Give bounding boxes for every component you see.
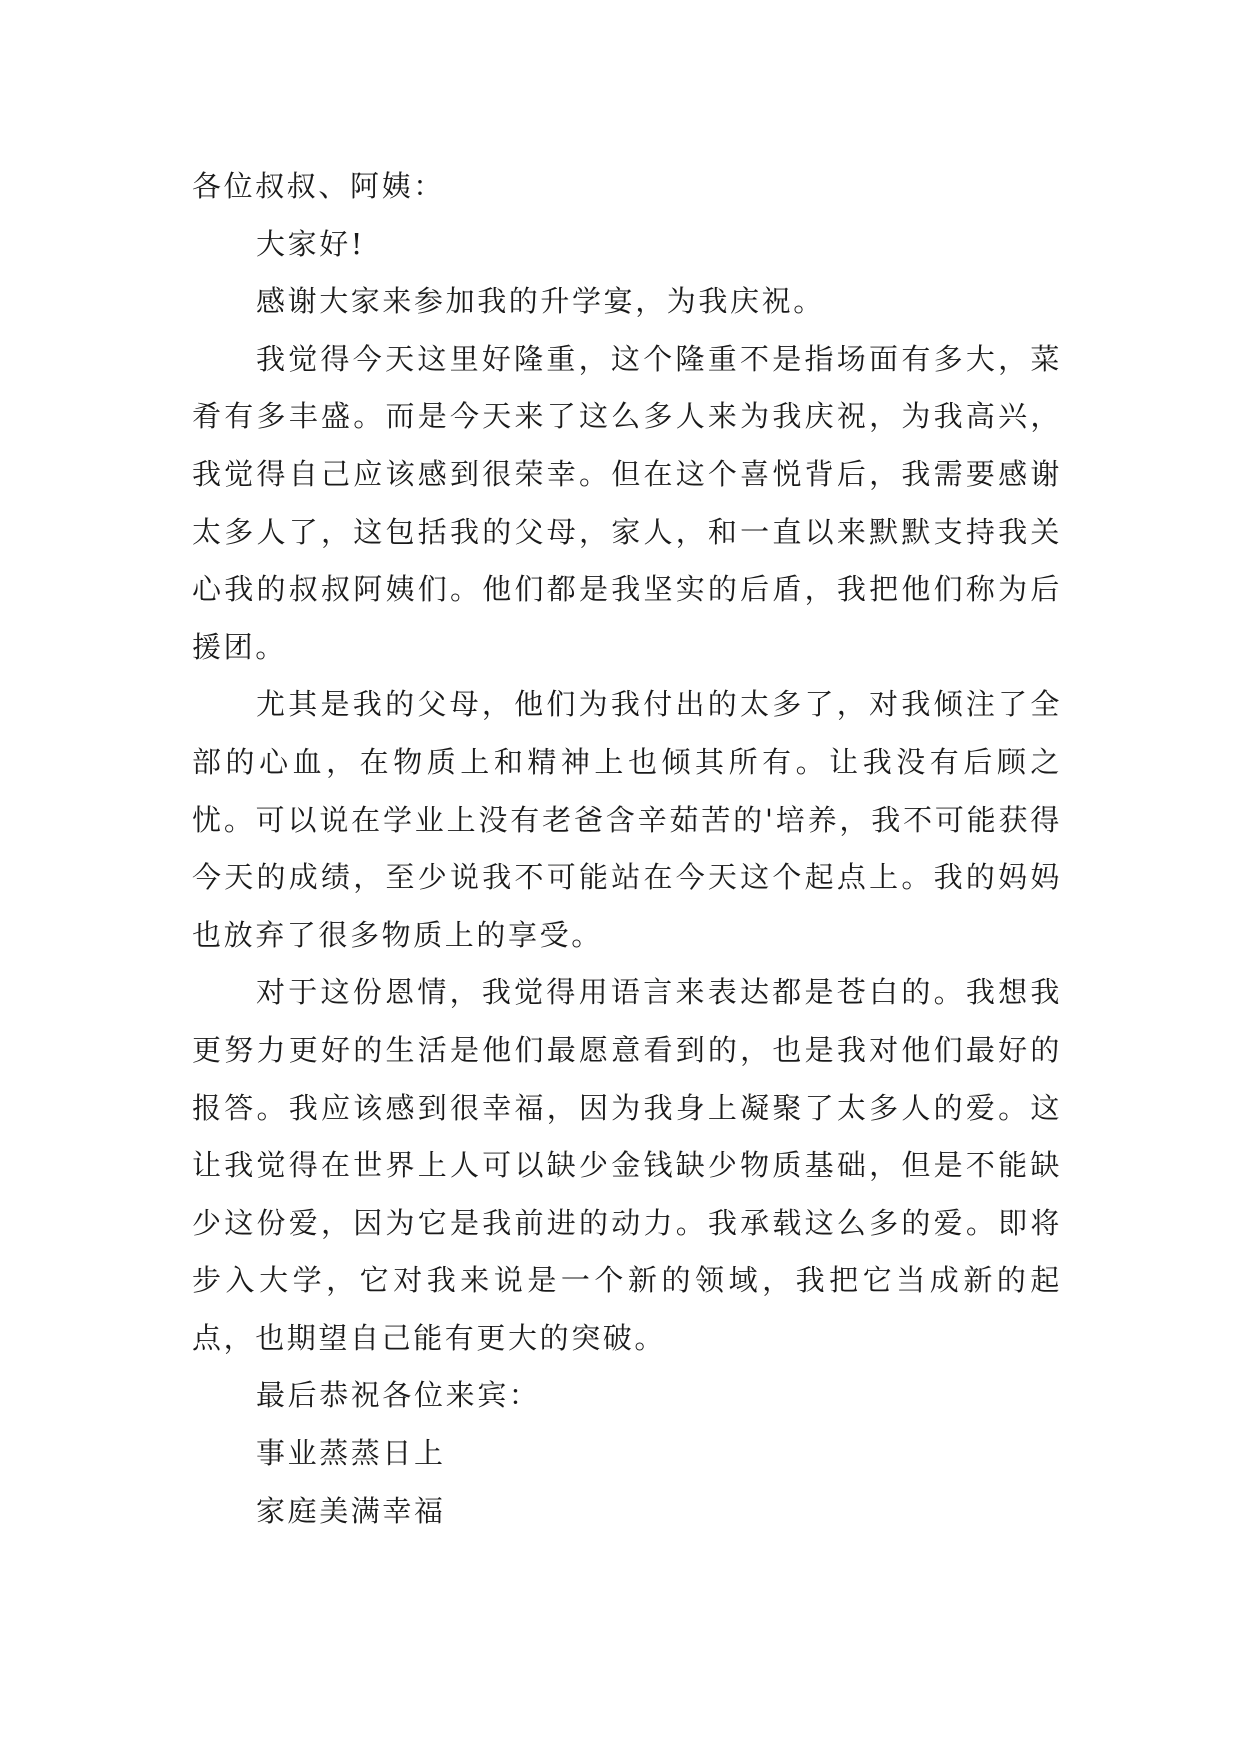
wish-item: 事业蒸蒸日上 [256, 1436, 446, 1471]
greeting: 大家好! [256, 226, 366, 261]
speech-body [192, 158, 1062, 1540]
salutation: 各位叔叔、阿姨： [192, 169, 445, 203]
wish-item: 家庭美满幸福 [256, 1493, 446, 1528]
closing-intro: 最后恭祝各位来宾： [256, 1378, 541, 1413]
paragraph-love: 对于这份恩情，我觉得用语言来表达都是苍白的。我想我更努力更好的生活是他们最愿意看到的，也是我对他们最好的报答。我应该感到很幸福，因为我身上凝聚了太多人的爱。这让我觉得在世界上人可以缺少金钱缺少物质基础，但是不能缺少这份爱，因为它是我前进的动力。我承载这么多的爱。即将步入大学，它对我来说是一个新的领域，我把它当成新的起点，也期望自己能有更大的突破。 [192, 975, 1062, 1355]
paragraph-thanks: 感谢大家来参加我的升学宴，为我庆祝。 [256, 284, 825, 319]
paragraph-gratitude: 我觉得今天这里好隆重，这个隆重不是指场面有多大，菜肴有多丰盛。而是今天来了这么多人来为我庆祝，为我高兴，我觉得自己应该感到很荣幸。但在这个喜悦背后，我需要感谢太多人了，这包括我的父母，家人，和一直以来默默支持我关心我的叔叔阿姨们。他们都是我坚实的后盾，我把他们称为后援团。 [192, 341, 1062, 664]
paragraph-parents: 尤其是我的父母，他们为我付出的太多了，对我倾注了全部的心血，在物质上和精神上也倾其所有。让我没有后顾之忧。可以说在学业上没有老爸含辛茹苦的'培养，我不可能获得今天的成绩，至少说我不可能站在今天这个起点上。我的妈妈也放弃了很多物质上的享受。 [192, 687, 1062, 952]
